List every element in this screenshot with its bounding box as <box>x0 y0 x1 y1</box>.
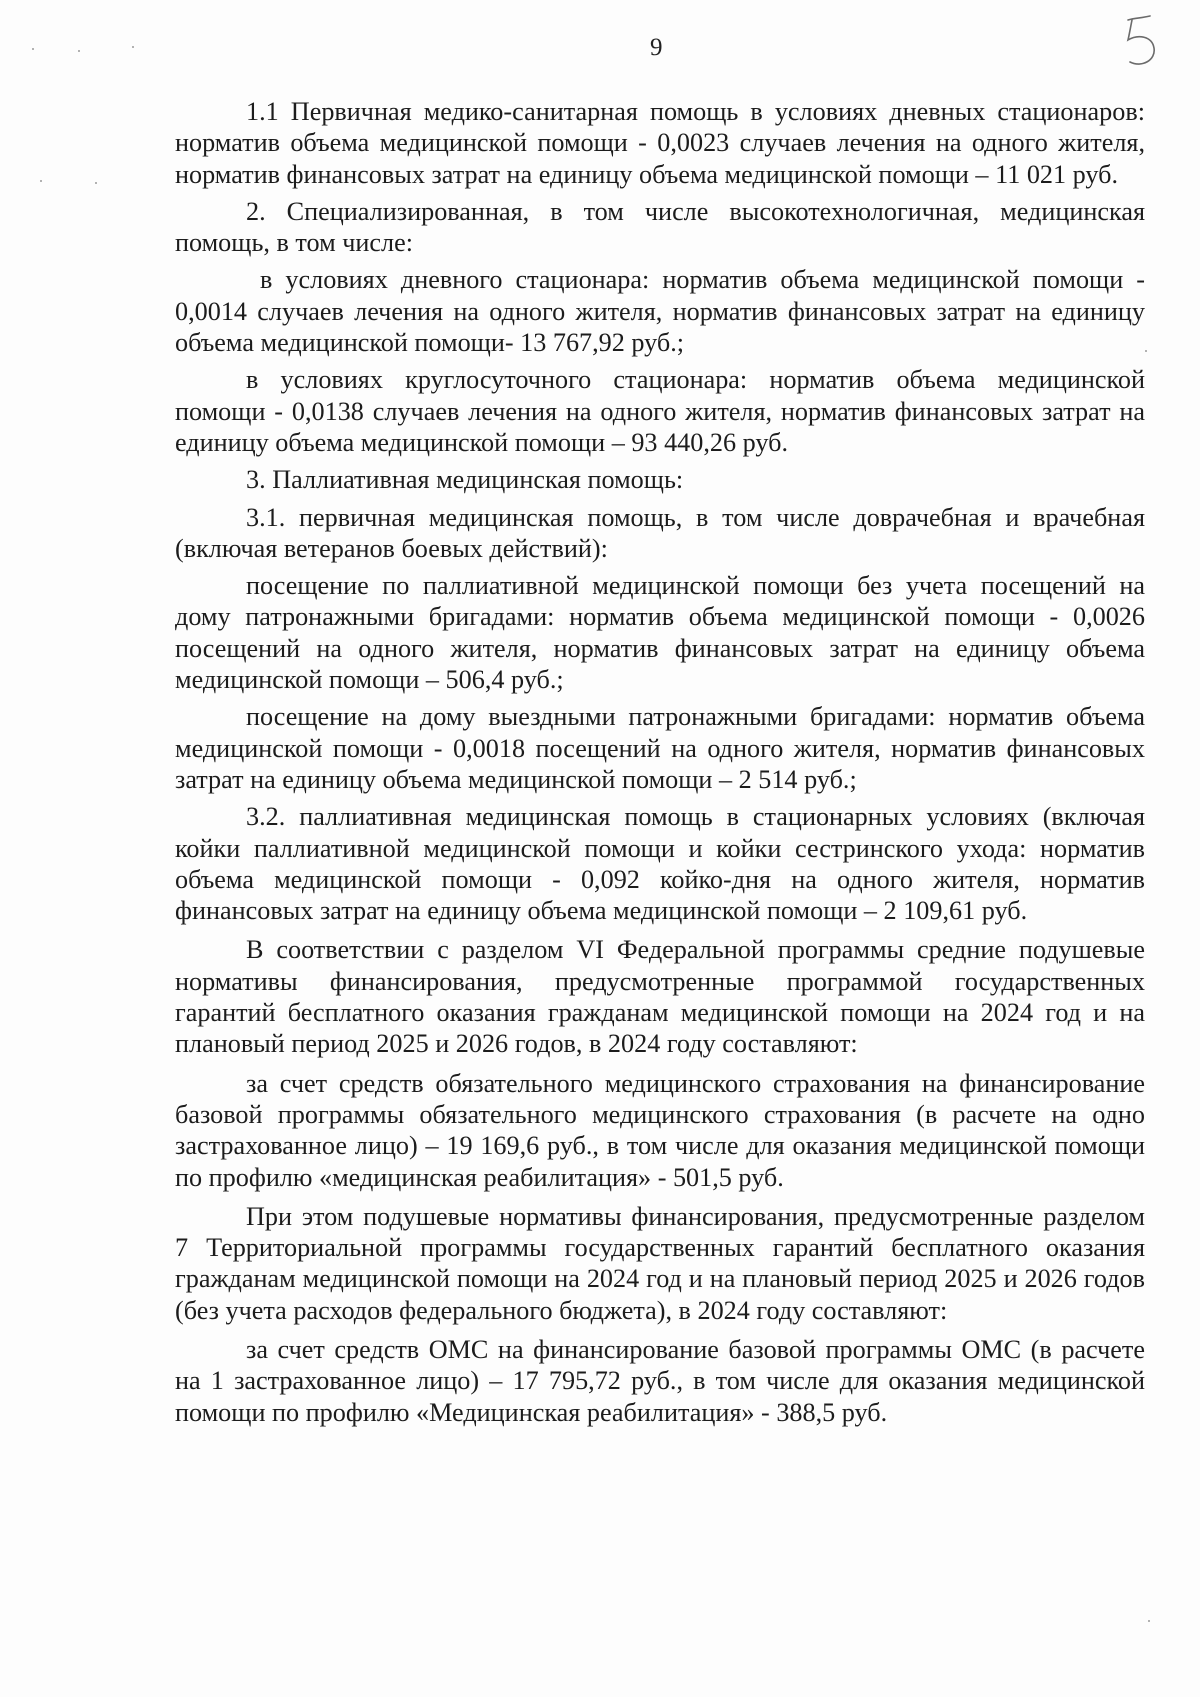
paragraph-palliative-visit: посещение по паллиативной медицинской помощи без учета посещений на дому патронажными бригадами: норматив объема медицинской помощи - 0,0026 посещений на одного жителя, норматив финансовых затрат на единицу объема медицинской помощи – 506,4 руб.; <box>175 571 1145 695</box>
paragraph-territorial-program-norms: При этом подушевые нормативы финансирования, предусмотренные разделом 7 Территориальной программы государственных гарантий бесплатного оказания гражданам медицинской помощи на 2024 год и на плановый период 2025 и 2026 годов (без учета расходов федерального бюджета), в 2024 году составляют: <box>175 1201 1145 1325</box>
paragraph-federal-program-norms: В соответствии с разделом VI Федеральной программы средние подушевые нормативы финансирования, предусмотренные программой государственных гарантий бесплатного оказания гражданам медицинской помощи на 2024 год и на плановый период 2025 и 2026 годов, в 2024 году составляют: <box>175 935 1145 1059</box>
scan-speck <box>132 46 134 48</box>
paragraph-3-2-inpatient-palliative: 3.2. паллиативная медицинская помощь в стационарных условиях (включая койки паллиативной медицинской помощи и койки сестринского ухода: норматив объема медицинской помощи - 0,092 койко-дня на одного жителя, норматив финансовых затрат на единицу объема медицинской помощи – 2 109,61 руб. <box>175 802 1145 926</box>
paragraph-oms-territorial: за счет средств ОМС на финансирование базовой программы ОМС (в расчете на 1 застрахованное лицо) – 17 795,72 руб., в том числе для оказания медицинской помощи по профилю «Медицинская реабилитация» - 388,5 руб. <box>175 1334 1145 1427</box>
paragraph-2-specialized-care: 2. Специализированная, в том числе высокотехнологичная, медицинская помощь, в том числе: <box>175 196 1145 258</box>
page-number: 9 <box>650 34 663 61</box>
scan-speck <box>78 50 80 52</box>
paragraph-round-clock-hospital: в условиях круглосуточного стационара: норматив объема медицинской помощи - 0,0138 случаев лечения на одного жителя, норматив финансовых затрат на единицу объема медицинской помощи – 93 440,26 руб. <box>175 365 1145 457</box>
handwritten-page-mark <box>1120 10 1168 70</box>
paragraph-oms-federal: за счет средств обязательного медицинского страхования на финансирование базовой программы обязательного медицинского страхования (в расчете на одно застрахованное лицо) – 19 169,6 руб., в том числе для оказания медицинской помощи по профилю «медицинская реабилитация» - 501,5 руб. <box>175 1068 1145 1192</box>
paragraph-day-hospital: в условиях дневного стационара: норматив объема медицинской помощи - 0,0014 случаев лечения на одного жителя, норматив финансовых затрат на единицу объема медицинской помощи- 13 767,92 руб.; <box>175 265 1145 358</box>
paragraph-1-1-primary-care: 1.1 Первичная медико-санитарная помощь в условиях дневных стационаров: норматив объема медицинской помощи - 0,0023 случаев лечения на одного жителя, норматив финансовых затрат на единицу объема медицинской помощи – 11 021 руб. <box>175 97 1145 189</box>
document-body <box>175 96 1145 1434</box>
paragraph-3-1-primary-palliative: 3.1. первичная медицинская помощь, в том числе доврачебная и врачебная (включая ветеранов боевых действий): <box>175 502 1145 563</box>
scan-speck <box>95 182 97 184</box>
paragraph-3-palliative-care: 3. Паллиативная медицинская помощь: <box>246 465 684 495</box>
scan-speck <box>1145 350 1147 352</box>
scan-speck <box>32 48 34 50</box>
paragraph-home-visit: посещение на дому выездными патронажными бригадами: норматив объема медицинской помощи - 0,0018 посещений на одного жителя, норматив финансовых затрат на единицу объема медицинской помощи – 2 514 руб.; <box>175 702 1145 794</box>
scan-speck <box>40 180 42 182</box>
scan-speck <box>1148 1620 1150 1622</box>
